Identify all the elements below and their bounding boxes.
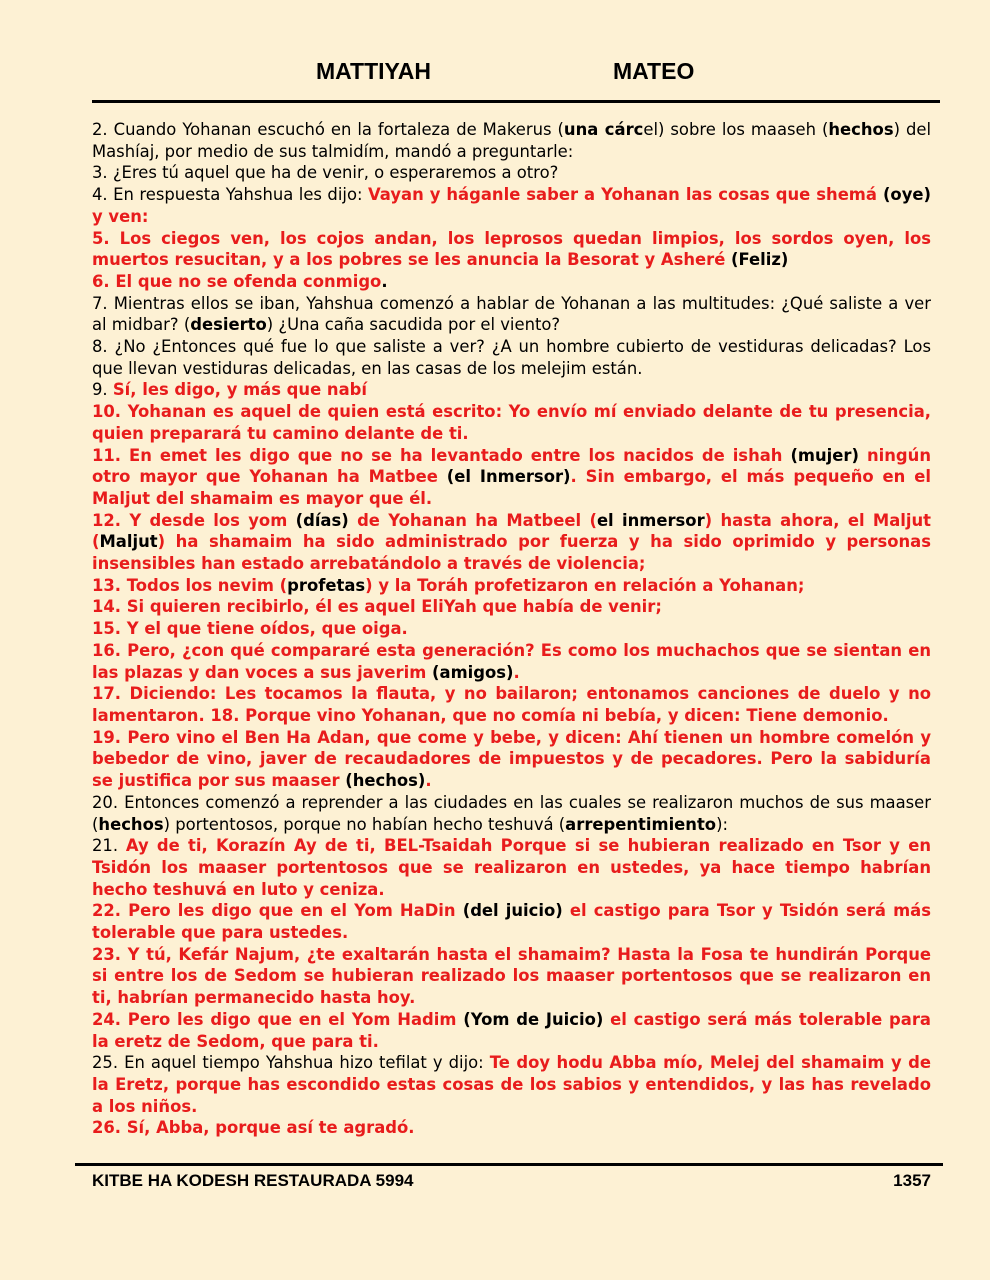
verse-words-of-yahshua: 16. Pero, ¿con qué compararé esta generación? Es como los muchachos que se sientan en las plazas y dan voces a sus javerim (92, 640, 931, 682)
verse-gloss: (Yom de Juicio) (463, 1009, 604, 1029)
verse-gloss: (Feliz) (731, 250, 789, 270)
verse-gloss: profetas (287, 575, 366, 595)
header-book-hebrew: MATTIYAH (316, 58, 431, 84)
verse-gloss: (mujer) (790, 445, 859, 465)
verse-words-of-yahshua: Sí, les digo, y más que nabí (112, 380, 367, 400)
verse-gloss: Maljut (99, 532, 158, 552)
verse-22 (92, 900, 931, 943)
verse-text: ) portentosos, porque no habían hecho teshuvá ( (163, 814, 566, 834)
verse-6 (92, 271, 931, 293)
header-book-spanish: MATEO (613, 58, 695, 84)
verse-16 (92, 640, 931, 683)
verse-12 (92, 510, 931, 575)
verse-words-of-yahshua: el castigo será más tolerable para la eretz de Sedom, que para ti. (92, 1009, 931, 1051)
verse-gloss: una cárc (563, 120, 644, 139)
verse-text: el) sobre los maaseh ( (643, 120, 829, 139)
verse-text: 21. (92, 836, 126, 856)
verse-gloss: hechos (828, 120, 894, 139)
verse-10: 10. Yohanan es aquel de quien está escrito: Yo envío mí enviado delante de tu presencia, quien preparará tu camino delante de ti. (92, 402, 931, 443)
verse-text: 2. Cuando Yohanan escuchó en la fortaleza de Makerus ( (92, 120, 564, 139)
verse-words-of-yahshua: de Yohanan ha Matbeel ( (348, 510, 597, 530)
verse-gloss: arrepentimiento (565, 814, 717, 834)
verse-gloss: (oye) (882, 185, 931, 205)
verse-26: 26. Sí, Abba, porque así te agradó. (92, 1118, 415, 1138)
verse-words-of-yahshua: 5. Los ciegos ven, los cojos andan, los leprosos quedan limpios, los sordos oyen, los muertos resucitan, y a los pobres se les anuncia la Besorat y Asheré (92, 228, 931, 270)
footer-rule (75, 1163, 943, 1166)
verse-15: 15. Y el que tiene oídos, que oiga. (92, 619, 408, 639)
verse-words-of-yahshua: 11. En emet les digo que no se ha levantado entre los nacidos de ishah (92, 445, 791, 465)
footer-title: KITBE HA KODESH RESTAURADA 5994 (92, 1171, 414, 1190)
page-footer (92, 1171, 931, 1191)
verse-words-of-yahshua: Ay de ti, Korazín Ay de ti, BEL-Tsaidah Porque si se hubieran realizado en Tsor y en Tsidón los maaser portentosos que se realizaron en ustedes, ya hace tiempo habrían hecho teshuvá en luto y ceniza. (92, 836, 931, 899)
verse-words-of-yahshua: ningún otro mayor que Yohanan ha Matbee (92, 445, 931, 487)
verse-gloss: (días) (295, 510, 349, 530)
verse-words-of-yahshua: 24. Pero les digo que en el Yom Hadim (92, 1009, 464, 1029)
verse-words-of-yahshua: 22. Pero les digo que en el Yom HaDin (92, 901, 463, 921)
verse-text: ): (716, 814, 728, 834)
verse-text: 25. En aquel tiempo Yahshua hizo tefilat y dijo: (92, 1053, 490, 1073)
verse-words-of-yahshua: 12. Y desde los yom (92, 510, 296, 530)
verse-words-of-yahshua: ) y la Toráh profetizaron en relación a Yohanan; (365, 575, 805, 595)
verse-20 (92, 792, 931, 835)
verse-words-of-yahshua: ) hasta ahora, el Maljut ( (92, 510, 931, 552)
verse-words-of-yahshua: Te doy hodu Abba mío, Melej del shamaim y de la Eretz, porque has escondido estas cosas de los sabios y entendidos, y las has revelado a los niños. (92, 1053, 931, 1116)
verse-24 (92, 1009, 931, 1052)
verse-gloss: hechos (98, 814, 164, 834)
page-number: 1357 (893, 1171, 931, 1190)
verse-11 (92, 445, 931, 510)
verse-words-of-yahshua: Vayan y háganle saber a Yohanan las cosas que shemá (367, 185, 883, 205)
verse-13 (92, 575, 931, 597)
verse-text: ) ¿Una caña sacudida por el viento? (266, 315, 561, 335)
verse-19 (92, 727, 931, 792)
verse-gloss: (el Inmersor) (446, 467, 571, 487)
header-rule (92, 100, 940, 103)
verse-gloss: el inmersor (596, 510, 705, 530)
verse-punct: . (425, 771, 432, 791)
verse-21 (92, 835, 931, 900)
verse-gloss: (amigos) (432, 662, 514, 682)
verse-gloss: (hechos) (345, 771, 426, 791)
verse-14: 14. Si quieren recibirlo, él es aquel EliYah que había de venir; (92, 597, 662, 617)
verse-punct: . (513, 662, 520, 682)
verse-gloss: desierto (190, 315, 267, 335)
verse-2 (92, 119, 931, 162)
verse-punct: . (381, 271, 388, 291)
verse-25 (92, 1052, 931, 1117)
verse-23: 23. Y tú, Kefár Najum, ¿te exaltarán hasta el shamaim? Hasta la Fosa te hundirán Porque si entre los de Sedom se hubieran realizado los maaser portentosos que se realizaron en ti, habrían permanecido hasta hoy. (92, 944, 931, 1008)
verse-words-of-yahshua: y ven: (92, 206, 149, 226)
verse-words-of-yahshua: el castigo para Tsor y Tsidón será más tolerable que para ustedes. (92, 901, 931, 943)
verse-5 (92, 228, 931, 271)
scripture-text (92, 119, 931, 1139)
verse-8: 8. ¿No ¿Entonces qué fue lo que saliste a ver? ¿A un hombre cubierto de vestiduras delicadas? Los que llevan vestiduras delicadas, en las casas de los melejim están. (92, 337, 931, 378)
verse-3: 3. ¿Eres tú aquel que ha de venir, o esperaremos a otro? (92, 163, 559, 183)
verse-words-of-yahshua: . Sin embargo, el más pequeño en el Maljut del shamaim es mayor que él. (92, 467, 931, 508)
page-header (0, 58, 990, 90)
verse-text: 7. Mientras ellos se iban, Yahshua comenzó a hablar de Yohanan a las multitudes: ¿Qué saliste a ver al midbar? ( (92, 293, 931, 335)
verse-text: 20. Entonces comenzó a reprender a las ciudades en las cuales se realizaron muchos de sus maaser ( (92, 792, 931, 834)
verse-words-of-yahshua: 19. Pero vino el Ben Ha Adan, que come y bebe, y dicen: Ahí tienen un hombre comelón y bebedor de vino, javer de recaudadores de impuestos y de pecadores. Pero la sabiduría se justifica por sus maaser (92, 727, 931, 791)
verse-text: 9. (92, 380, 113, 400)
verse-words-of-yahshua: ) ha shamaim ha sido administrado por fuerza y ha sido oprimido y personas insensibles han estado arrebatándolo a través de violencia; (92, 532, 931, 574)
verse-text: 4. En respuesta Yahshua les dijo: (92, 185, 368, 205)
verse-4 (92, 184, 931, 227)
verse-17-18: 17. Diciendo: Les tocamos la flauta, y no bailaron; entonamos canciones de duelo y no lamentaron. 18. Porque vino Yohanan, que no comía ni bebía, y dicen: Tiene demonio. (92, 684, 931, 725)
verse-9 (92, 379, 931, 401)
verse-words-of-yahshua: 6. El que no se ofenda conmigo (92, 271, 382, 291)
verse-7 (92, 293, 931, 336)
verse-gloss: (del juicio) (462, 901, 563, 921)
verse-words-of-yahshua: 13. Todos los nevim ( (92, 575, 288, 595)
verse-text: ) del Mashíaj, por medio de sus talmidím, mandó a preguntarle: (92, 120, 932, 161)
